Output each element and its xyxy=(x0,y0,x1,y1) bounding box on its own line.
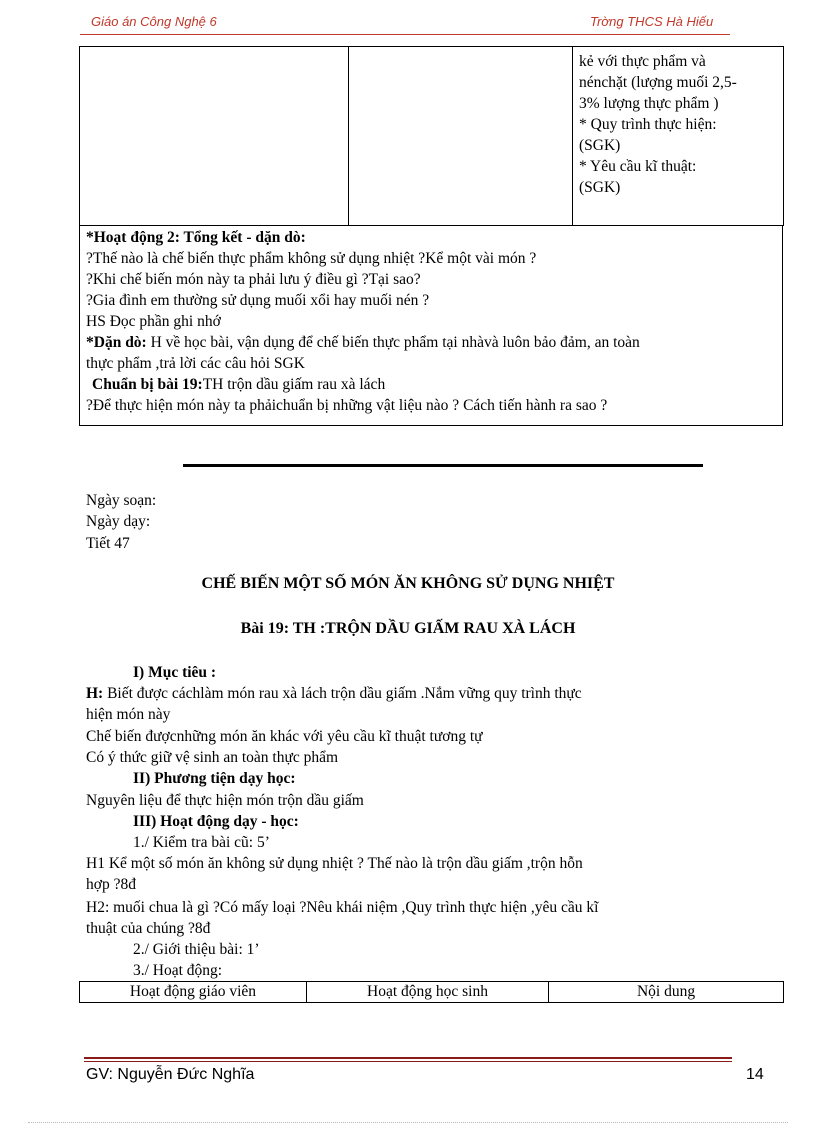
top-table-col2 xyxy=(349,47,573,226)
footer-divider xyxy=(84,1061,732,1062)
top-table-col1 xyxy=(80,47,349,226)
h-text: Biết được cáchlàm món rau xà lách trộn dầu giấm .Nắm vững quy trình thực xyxy=(103,685,582,702)
footer-divider xyxy=(84,1057,732,1059)
prep-text: TH trộn dầu giấm rau xà lách xyxy=(202,376,386,393)
top-table-col3 xyxy=(573,47,784,226)
activity-table xyxy=(79,981,784,1003)
dando-label: *Dặn dò: xyxy=(86,334,147,351)
question-h1: H1 Kể một số món ăn không sử dụng nhiệt ? Thế nào là trộn dầu giấm ,trộn hỗn xyxy=(86,855,583,872)
activity-table-header: Hoạt động giáo viên xyxy=(80,982,307,1003)
gioi-thieu: 2./ Giới thiệu bài: 1’ xyxy=(133,941,260,958)
objective-1-cont: hiện món này xyxy=(86,706,171,723)
phuong-tien-text: Nguyên liệu để thực hiện món trộn dầu giấm xyxy=(86,792,364,809)
activity2-heading: *Hoạt động 2: Tổng kết - dặn dò: xyxy=(86,229,306,246)
activity2-box xyxy=(79,226,783,426)
activity2-q2: ?Khi chế biến món này ta phải lưu ý điều gì ?Tại sao? xyxy=(86,271,421,288)
tiet: Tiết 47 xyxy=(86,535,130,552)
activity2-q1: ?Thế nào là chế biến thực phẩm không sử dụng nhiệt ?Kể một vài món ? xyxy=(86,250,537,267)
activity2-q3: ?Gia đình em thường sử dụng muối xổi hay muối nén ? xyxy=(86,292,430,309)
ngay-day: Ngày dạy: xyxy=(86,513,151,530)
col3-line: * Yêu cầu kĩ thuật: xyxy=(579,158,697,175)
dando-text: H về học bài, vận dụng để chế biến thực phẩm tại nhàvà luôn bảo đảm, an toàn xyxy=(146,334,640,351)
header-divider xyxy=(80,34,730,35)
question-h2: H2: muối chua là gì ?Có mấy loại ?Nêu khái niệm ,Quy trình thực hiện ,yêu cầu kĩ xyxy=(86,899,599,916)
lesson-subtitle: Bài 19: TH :TRỘN DẦU GIẤM RAU XÀ LÁCH xyxy=(240,620,576,637)
muc-tieu-heading: I) Mục tiêu : xyxy=(133,664,217,681)
phuong-tien-heading: II) Phương tiện dạy học: xyxy=(133,770,296,787)
col3-line: 3% lượng thực phẩm ) xyxy=(579,95,719,112)
h-label: H: xyxy=(86,685,104,702)
footer-teacher: GV: Nguyễn Đức Nghĩa xyxy=(86,1066,255,1083)
activity-table-header: Nội dung xyxy=(549,982,784,1003)
question-h2-cont: thuật của chúng ?8đ xyxy=(86,920,211,937)
col3-line: * Quy trình thực hiện: xyxy=(579,116,717,133)
col3-line: (SGK) xyxy=(579,179,621,196)
lesson-title: CHẾ BIẾN MỘT SỐ MÓN ĂN KHÔNG SỬ DỤNG NHIỆT xyxy=(201,575,615,592)
activity2-prep xyxy=(86,374,782,395)
question-h1-cont: hợp ?8đ xyxy=(86,876,136,893)
col3-line: nénchặt (lượng muối 2,5- xyxy=(579,74,737,91)
activity2-q5: ?Để thực hiện món này ta phảichuẩn bị những vật liệu nào ? Cách tiến hành ra sao ? xyxy=(86,397,608,414)
objective-2: Chế biến đượcnhững món ăn khác với yêu cầu kĩ thuật tương tự xyxy=(86,728,483,745)
header-left: Giáo án Công Nghệ 6 xyxy=(91,14,217,29)
ngay-soan: Ngày soạn: xyxy=(86,492,157,509)
header-right: Trờng THCS Hà Hiếu xyxy=(590,14,714,29)
prep-label: Chuẩn bị bài 19: xyxy=(92,376,203,393)
activity2-q4: HS Đọc phần ghi nhớ xyxy=(86,313,221,330)
col3-line: kẻ với thực phẩm và xyxy=(579,53,706,70)
hoat-dong-heading: III) Hoạt động dạy - học: xyxy=(133,813,299,830)
hoat-dong-label: 3./ Hoạt động: xyxy=(133,962,223,979)
activity-table-header: Hoạt động học sinh xyxy=(307,982,549,1003)
objective-3: Có ý thức giữ vệ sinh an toàn thực phẩm xyxy=(86,749,339,766)
top-table xyxy=(79,46,784,226)
kiem-tra: 1./ Kiểm tra bài cũ: 5’ xyxy=(133,834,270,851)
page-number: 14 xyxy=(746,1066,764,1083)
section-separator xyxy=(183,464,703,467)
activity2-dando xyxy=(86,332,782,353)
col3-line: (SGK) xyxy=(579,137,621,154)
objective-1 xyxy=(86,683,582,704)
activity2-dando-cont: thực phẩm ,trả lời các câu hỏi SGK xyxy=(86,355,305,372)
